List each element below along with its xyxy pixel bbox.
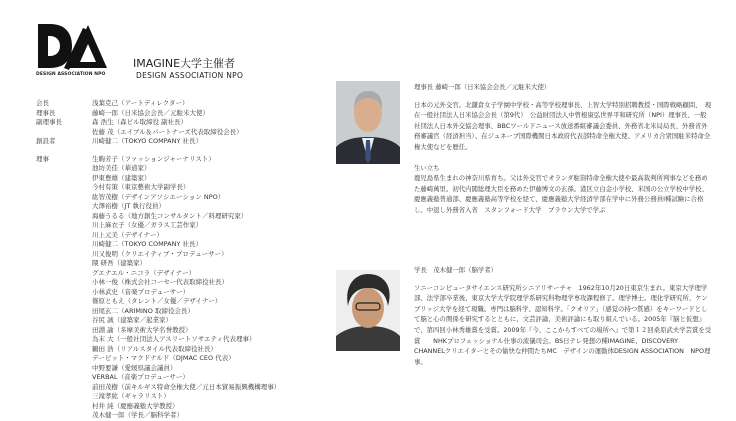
roster-role: 理事長 — [36, 108, 56, 117]
roster-member-name: 茂木健一郎（学長／脳科学者） — [92, 411, 183, 419]
roster-member-name: 大澤裕樹（JT 執行役員） — [92, 202, 165, 210]
page-subtitle: DESIGN ASSOCIATION NPO — [136, 71, 244, 80]
design-association-logo — [36, 22, 108, 70]
roster-role — [36, 240, 92, 250]
roster-member-name: 鶴田 浩（リアルスタイル代表取締役社長） — [92, 344, 217, 353]
roster-row — [36, 118, 326, 128]
roster-role — [36, 316, 92, 326]
roster-row — [36, 240, 326, 250]
roster-role: 理事 — [36, 154, 49, 163]
roster-row — [36, 183, 326, 193]
roster-member-name: 紘智茂樹（デザインアソシエーション NPO） — [92, 192, 225, 201]
roster-member-name: 今村有策（東京藝術大学副学長） — [92, 183, 190, 191]
roster-row — [36, 326, 326, 336]
roster-row — [36, 307, 326, 317]
roster-role — [36, 288, 92, 298]
chairman-heading: 理事長 藤崎一郎（日米協会会長／元駐米大使） — [414, 83, 551, 91]
roster-member-name: 川崎健二（TOKYO COMPANY 社長） — [92, 240, 203, 248]
roster-row — [36, 193, 326, 203]
roster-row — [36, 402, 326, 412]
roster-member-name: 三滝孝紘（ギャラリスト） — [92, 392, 170, 400]
roster-member-name: 小林武史（音楽プロデューサー） — [92, 287, 190, 296]
roster-role — [36, 392, 92, 402]
roster-row — [36, 354, 326, 364]
roster-row — [36, 164, 326, 174]
roster-role — [36, 297, 92, 307]
roster-row — [36, 99, 326, 109]
roster-member-name: 川上元美（デザイナー） — [92, 230, 164, 239]
roster-member-name: 川又俊明（クリエイティブ・プロデューサー） — [92, 249, 228, 258]
roster-row — [36, 259, 326, 269]
roster-role — [36, 326, 92, 336]
roster-role — [36, 402, 92, 412]
chairman-portrait — [336, 81, 400, 164]
roster-member-name: 伊東豊雄（建築家） — [92, 173, 151, 182]
roster-member-name: 前田茂樹（前キルギス特命全権大使／元日本貿易振興機構理事） — [92, 382, 281, 391]
roster-role — [36, 183, 92, 193]
roster-member-name: 小林一俊（株式会社コーセー代表取締役社長） — [92, 278, 229, 286]
roster-row — [36, 269, 326, 279]
roster-member-name: グエナエル・ニコラ（デザイナー） — [92, 268, 196, 277]
roster-role: 会長 — [36, 99, 49, 107]
roster-row — [36, 278, 326, 288]
roster-role — [36, 373, 92, 383]
roster-role — [36, 164, 92, 174]
roster-role — [36, 278, 92, 288]
roster-row — [36, 174, 326, 184]
roster-member-name: 谷尻 誠（建築家／起業家） — [92, 316, 173, 324]
chairman-bio — [414, 82, 712, 216]
roster-member-name: デービット・マクドナルド（DJMAC CEO 代表） — [92, 354, 235, 362]
roster-row — [36, 231, 326, 241]
roster-role — [36, 364, 92, 374]
roster-member-name: 川崎健二（TOKYO COMPANY 社長） — [92, 137, 203, 145]
roster-role — [36, 269, 92, 279]
roster-role: 創設者 — [36, 137, 56, 145]
roster-role — [36, 345, 92, 355]
roster-member-name: 佐藤 茂（エイブル＆パートナーズ代表取締役会長） — [92, 127, 243, 136]
logo-caption: DESIGN ASSOCIATION NPO — [36, 72, 106, 77]
roster-row — [36, 316, 326, 326]
roster-member-name: 池坊美佳（華道家） — [92, 164, 151, 172]
roster-row — [36, 137, 326, 147]
roster-row — [36, 221, 326, 231]
roster-row — [36, 128, 326, 138]
portrait-tie — [365, 140, 371, 163]
page-title: IMAGINE大学主催者 — [133, 57, 236, 70]
chairman-background-label: 生い立ち — [414, 163, 440, 172]
roster-row — [36, 155, 326, 165]
roster-member-name: 生駒芳子（ファッションジャーナリスト） — [92, 154, 215, 163]
roster-row — [36, 109, 326, 119]
portrait-face — [352, 288, 384, 328]
roster-role — [36, 202, 92, 212]
roster-role — [36, 250, 92, 260]
roster-member-name: 篠原ともえ（タレント／女優／デザイナー） — [92, 297, 222, 305]
roster-member-name: 中野要謙（愛媛県議会議員） — [92, 363, 177, 372]
roster-row — [36, 288, 326, 298]
roster-role — [36, 128, 92, 138]
roster-role — [36, 174, 92, 184]
president-portrait — [336, 270, 400, 351]
roster-role — [36, 212, 92, 222]
president-bio — [414, 265, 712, 367]
roster-role — [36, 383, 92, 393]
roster-member-name: VERBAL（音楽プロデューサー） — [92, 373, 189, 381]
roster-member-name: 浅葉克己（アートディレクター） — [92, 99, 189, 107]
roster-spacer — [36, 147, 326, 155]
roster-row — [36, 373, 326, 383]
roster-member-name: 為末 大（一般社団法人アスリートソサエティ代表理事） — [92, 335, 256, 343]
roster-row — [36, 297, 326, 307]
roster-row — [36, 392, 326, 402]
roster-role — [36, 354, 92, 364]
officer-roster — [36, 99, 326, 421]
roster-member-name: 川上麻衣子（女優／ガラス工芸作家） — [92, 221, 203, 229]
roster-role — [36, 259, 92, 269]
roster-role — [36, 221, 92, 231]
roster-row — [36, 345, 326, 355]
roster-role — [36, 335, 92, 345]
roster-row — [36, 202, 326, 212]
roster-member-name: 海藤うるる（地方創生コンサルタント／料理研究家） — [92, 211, 248, 220]
roster-role — [36, 307, 92, 317]
roster-member-name: 隈 研吾（建築家） — [92, 259, 147, 267]
roster-member-name: 森 浩生（森ビル取締役 副社長） — [92, 118, 188, 126]
roster-row — [36, 364, 326, 374]
roster-row — [36, 335, 326, 345]
logo-d-shape — [38, 24, 72, 68]
roster-member-name: 村井 純（慶應義塾大学教授） — [92, 401, 179, 410]
roster-role — [36, 193, 92, 203]
roster-role — [36, 411, 92, 421]
roster-member-name: 田尾玄二（ARIMINO 取締役会長） — [92, 306, 194, 315]
roster-member-name: 田淵 諭（多摩美術大学名誉教授） — [92, 325, 192, 334]
roster-row — [36, 212, 326, 222]
roster-row — [36, 383, 326, 393]
roster-row — [36, 411, 326, 421]
roster-member-name: 藤崎一郎（日米協会会長／元駐米大使） — [92, 108, 209, 117]
roster-role — [36, 231, 92, 241]
chairman-background: 鹿児島県生まれの神奈川県育ち。父は外交官でオランダ駐箚特命全権大使や最高裁判所判事などを務めた藤崎萬里。初代内閣総理大臣を務めた伊藤博文の玄孫。港区立白金小学校、米国の公立学校中学校、慶應義塾普通部、慶應義塾高等学校を経て、慶應義塾大学経済学部在学中に外務公務員I種試験に合格し、中退し外務省入省 スタンフォード大学 ブラウン大学で学ぶ — [414, 174, 708, 214]
president-career: ソニーコンピュータサイエンス研究所シニアリサーチャ 1962年10月20日東京生まれ。東京大学理学部、法学部卒業後、東京大学大学院理学系研究科物理学専攻課程修了。理学博士。理化学研究所、ケンブリッジ大学を経て現職。専門は脳科学、認知科学。「クオリア」（感覚の持つ質感）をキーワードとして脳と心の関係を研究するとともに、文芸評論、美術評論にも取り組んでいる。2005年『脳と仮想』で、第四回小林秀雄賞を受賞。2009年『今、ここからすべての場所へ』で第１２回桑原武夫学芸賞を受賞 NHKプロフェッショナル仕事の流儀司会。BS日テレ発想の種IMAGINE、DISCOVERY CHANNELクリエイターとその愉快な仲間たちMC デザインの運動体DESIGN ASSOCIATION NPO理事。 — [414, 283, 712, 366]
president-heading: 学長 茂木健一郎（脳学者） — [414, 266, 498, 274]
chairman-career: 日本の元外交官。北鎌倉女子学園中学校・高等学校理事長、上智大学特別招聘教授・国際戦略顧問、 現在一般社団法人日米協会会長（第9代） 公益財団法人中曽根康弘世界平和研究所（NPI）理事長、一般社団法人日本外交協会理事、BBCワールドニュース放送番組審議会委員、外務省北米局局長、外務省外務審議官（経済担当）、在ジュネーブ国際機関日本政府代表部特命全権大使、アメリカ合衆国駐米特命全権大使などを歴任。 — [414, 100, 712, 151]
roster-role: 副理事長 — [36, 118, 62, 126]
roster-row — [36, 250, 326, 260]
